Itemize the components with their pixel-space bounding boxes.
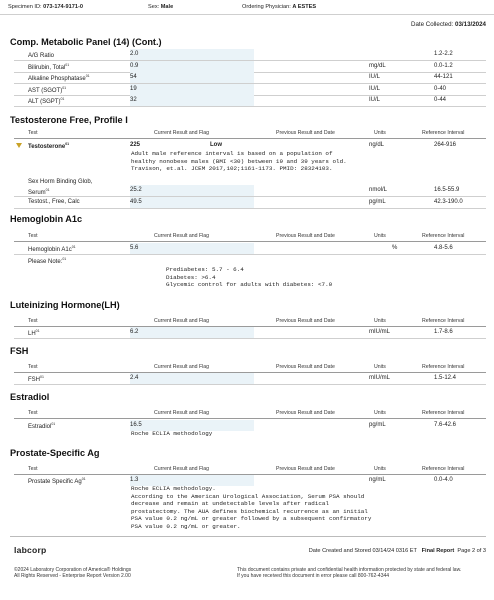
col-current: Current Result and Flag <box>154 318 210 324</box>
units: ng/mL <box>369 477 386 483</box>
test-name: LH$^{01}$ <box>28 329 40 337</box>
specimen-label: Specimen ID: <box>8 4 42 10</box>
reference-interval: 1.5-12.4 <box>434 375 457 381</box>
table-row <box>14 84 486 96</box>
reference-interval: 4.8-5.6 <box>434 245 453 251</box>
col-test: Test <box>28 364 38 370</box>
test-name: AST (SGOT)$^{01}$ <box>28 85 67 94</box>
specimen-value: 073-174-9171-0 <box>43 4 83 10</box>
table-row <box>14 420 486 431</box>
col-units: Units <box>374 318 386 324</box>
col-reference: Reference Interval <box>422 410 465 416</box>
table-row <box>14 197 486 209</box>
col-previous: Previous Result and Date <box>276 130 335 136</box>
section-title-estradiol: Estradiol <box>10 392 50 402</box>
units: pg/mL <box>369 199 386 205</box>
test-name: Estradiol$^{01}$ <box>28 422 56 430</box>
result-value: 49.5 <box>130 199 142 205</box>
test-name: ALT (SGPT)$^{01}$ <box>28 97 65 105</box>
units: pg/mL <box>369 422 386 428</box>
col-units: Units <box>374 130 386 136</box>
test-name: Alkaline Phosphatase$^{01}$ <box>28 74 90 82</box>
test-name: A/G Ratio <box>28 53 55 59</box>
sex-value: Male <box>160 4 174 10</box>
ordering-physician <box>242 4 316 10</box>
test-name: FSH$^{01}$ <box>28 375 44 383</box>
labcorp-logo: labcorp <box>14 545 47 555</box>
section-title-psa: Prostate-Specific Ag <box>10 448 100 458</box>
table-header <box>14 408 486 419</box>
reference-interval: 7.6-42.6 <box>434 422 457 428</box>
result-value: 16.5 <box>130 422 142 428</box>
col-reference: Reference Interval <box>422 466 465 472</box>
table-row <box>14 176 486 197</box>
col-current: Current Result and Flag <box>154 466 210 472</box>
result-value: 225 <box>130 142 141 148</box>
footer-copyright <box>14 567 131 579</box>
result-value: 19 <box>130 85 137 92</box>
table-row <box>14 373 486 385</box>
result-value: 2.0 <box>130 51 139 57</box>
test-name: Hemoglobin $A1c^{01}$ <box>28 245 76 253</box>
physician-label: Ordering Physician: <box>242 4 291 10</box>
result-value: 1.3 <box>130 477 139 483</box>
col-reference: Reference Interval <box>422 318 465 324</box>
version-line: All Rights Reserved - Enterprise Report Version 2.00 <box>14 573 131 580</box>
testosterone-note: Adult male reference interval is based on a population of healthy nonobese males (BMI <30) between 19 and 39 years old. Travison, et.al. JCEM 2017,102;1161-1173. PMID: 28324103. <box>131 150 347 173</box>
reference-interval: 264-916 <box>434 142 457 148</box>
col-units: Units <box>374 233 386 239</box>
footer-status <box>309 548 486 554</box>
reference-interval: 0.0-4.0 <box>434 477 453 483</box>
result-value: 2.4 <box>130 375 139 381</box>
table-row <box>14 61 486 73</box>
units: mg/dL <box>369 62 386 69</box>
reference-interval: 1.2-2.2 <box>434 51 453 57</box>
section-title-fsh: FSH <box>10 346 29 356</box>
result-value: 5.6 <box>130 245 139 251</box>
table-header <box>14 231 486 242</box>
table-header <box>14 362 486 373</box>
estradiol-note: Roche ECLIA methodology <box>131 430 213 437</box>
col-previous: Previous Result and Date <box>276 364 335 370</box>
page-number: Page 2 of 3 <box>457 548 486 554</box>
col-previous: Previous Result and Date <box>276 233 335 239</box>
col-reference: Reference Interval <box>422 364 465 370</box>
section-title-lh: Luteinizing Hormone(LH) <box>10 300 120 310</box>
test-name: Bilirubin, Total$^{01}$ <box>28 62 70 71</box>
test-name: Testost., Free, Calc <box>28 199 80 205</box>
date-stored: Date Created and Stored 03/14/24 0316 ET <box>308 548 417 554</box>
col-test: Test <box>28 130 38 136</box>
result-value: 32 <box>130 97 137 103</box>
col-previous: Previous Result and Date <box>276 466 335 472</box>
footer-divider <box>10 536 486 537</box>
table-row <box>14 327 486 339</box>
col-units: Units <box>374 466 386 472</box>
reference-interval: 42.3-190.0 <box>434 199 463 205</box>
table-header <box>14 316 486 327</box>
col-previous: Previous Result and Date <box>276 318 335 324</box>
reference-interval: 1.7-8.6 <box>434 329 453 335</box>
psa-note: Roche ECLIA methodology. According to the American Urological Association, Serum PSA should decrease and remain at undetectable levels after radical prostatectomy. The AUA defines biochemical recurrence as an initial PSA value 0.2 ng/mL or greater followed by a subsequent confirmatory PSA value 0.2 ng/mL or greater. <box>131 485 372 530</box>
reference-interval: 16.5-55.9 <box>434 187 460 193</box>
col-current: Current Result and Flag <box>154 364 210 370</box>
result-value: 6.2 <box>130 329 139 335</box>
units: % <box>392 245 398 251</box>
col-reference: Reference Interval <box>422 130 465 136</box>
reference-interval: 0-44 <box>434 97 447 103</box>
date-collected-value: 03/13/2024 <box>455 21 486 28</box>
units: nmol/L <box>369 187 388 193</box>
sex-label: Sex: <box>148 4 160 10</box>
table-row <box>14 243 486 255</box>
section-title-cmp: Comp. Metabolic Panel (14) (Cont.) <box>10 37 162 47</box>
col-current: Current Result and Flag <box>154 130 210 136</box>
col-test: Test <box>28 410 38 416</box>
a1c-note-label: Please Note:$^{01}$ <box>28 257 67 265</box>
date-collected-label: Date Collected: <box>410 21 454 28</box>
date-collected <box>411 21 486 28</box>
table-row <box>14 72 486 84</box>
final-report-label: Final Report <box>421 548 455 554</box>
section-title-testosterone: Testosterone Free, Profile I <box>10 115 128 125</box>
test-name: Sex Horm Binding Glob, Serum$^{01}$ <box>28 179 93 196</box>
col-reference: Reference Interval <box>422 233 465 239</box>
result-value: 25.2 <box>130 187 142 193</box>
reference-interval: 44-121 <box>434 74 453 80</box>
col-current: Current Result and Flag <box>154 410 210 416</box>
table-row <box>14 95 486 107</box>
col-previous: Previous Result and Date <box>276 410 335 416</box>
result-value: 54 <box>130 74 137 80</box>
col-test: Test <box>28 233 38 239</box>
table-header <box>14 128 486 139</box>
col-current: Current Result and Flag <box>154 233 210 239</box>
result-flag: Low <box>210 142 222 148</box>
col-test: Test <box>28 318 38 324</box>
table-header <box>14 464 486 475</box>
specimen-id <box>8 4 83 10</box>
units: IU/L <box>369 85 381 92</box>
result-value: 0.9 <box>130 62 139 69</box>
reference-interval: 0-40 <box>434 85 447 92</box>
units: mIU/mL <box>369 375 390 381</box>
sex <box>148 4 173 10</box>
error-contact: If you have received this document in error please call 800-762-4344 <box>237 573 390 580</box>
units: ng/dL <box>369 142 385 148</box>
physician-value: A ESTES <box>292 4 317 10</box>
footer-notice <box>237 567 461 579</box>
privacy-notice: This document contains private and confidential health information protected by state and federal law. <box>237 567 462 573</box>
col-units: Units <box>374 364 386 370</box>
a1c-note: Prediabetes: 5.7 - 6.4 Diabetes: >6.4 Glycemic control for adults with diabetes: <7.0 <box>166 266 333 289</box>
copyright-line: ©2024 Laboratory Corporation of America® Holdings <box>14 567 132 573</box>
report-header-bar <box>0 0 494 15</box>
test-name: Prostate Specific Ag$^{01}$ <box>28 477 86 485</box>
col-test: Test <box>28 466 38 472</box>
units: IU/L <box>369 97 381 103</box>
col-units: Units <box>374 410 386 416</box>
reference-interval: 0.0-1.2 <box>434 62 453 69</box>
units: IU/L <box>369 74 381 80</box>
table-row <box>14 49 486 61</box>
units: mIU/mL <box>369 329 390 335</box>
section-title-a1c: Hemoglobin A1c <box>10 214 83 224</box>
test-name: Testosterone$^{01}$ <box>28 142 70 150</box>
